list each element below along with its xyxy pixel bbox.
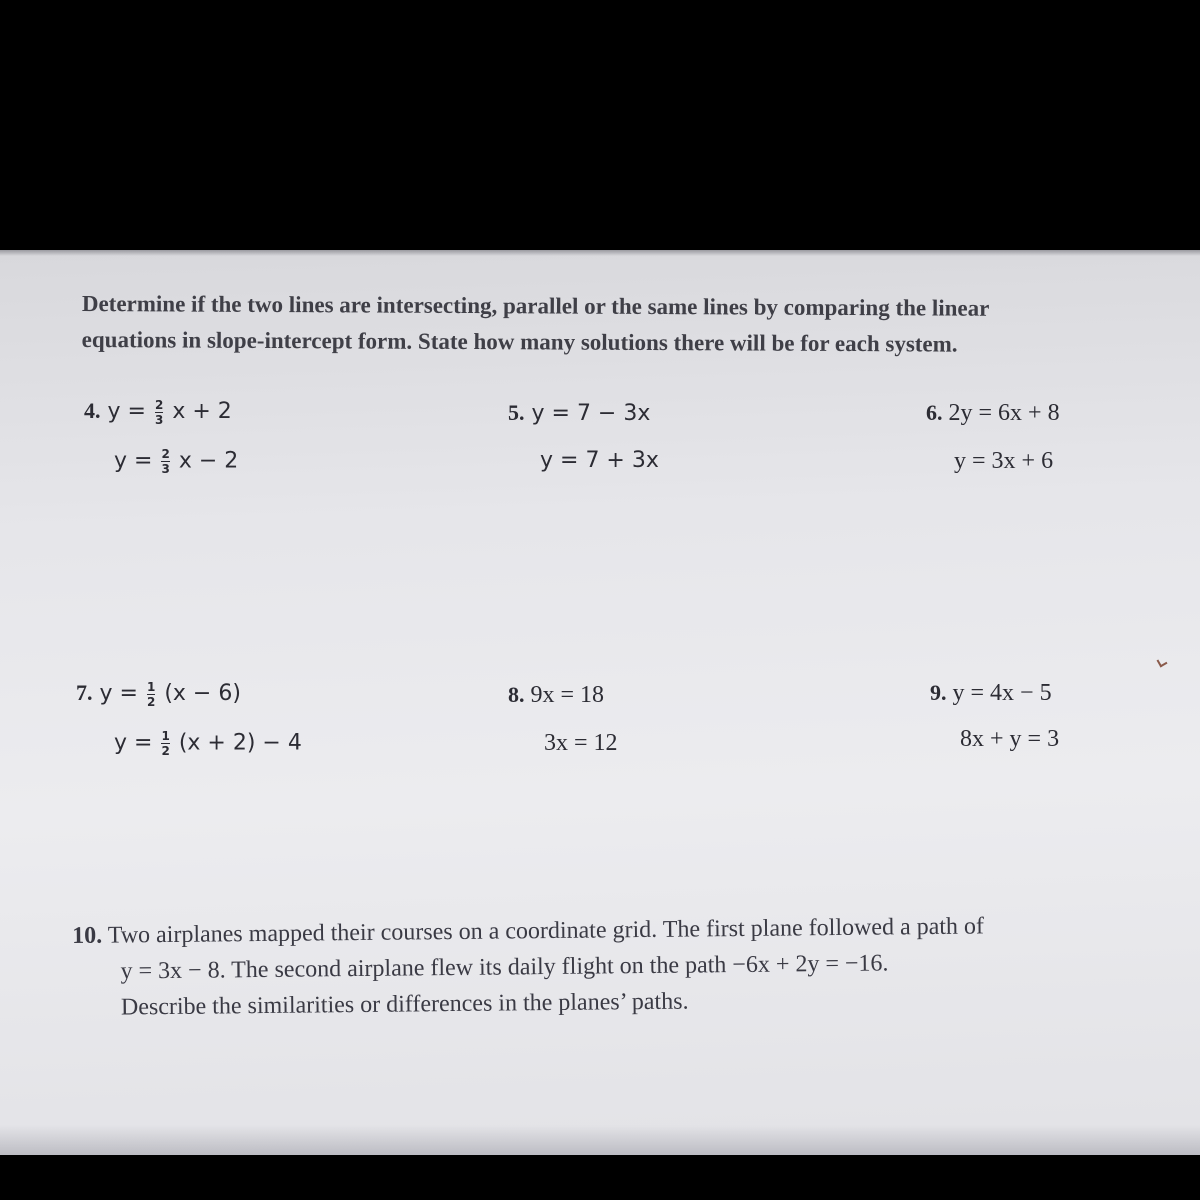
problem-9-equation-2: 8x + y = 3: [960, 726, 1060, 752]
pen-mark: [1157, 657, 1168, 668]
problem-4-equation-1: 4. y = $\frac{2}{3}$ x + 2: [84, 397, 232, 427]
problem-9-number: 9.: [930, 680, 947, 705]
problem-6-number: 6.: [926, 400, 943, 425]
problem-5-number: 5.: [508, 400, 525, 425]
problem-8-equation-1: 8. 9x = 18: [508, 682, 605, 708]
problem-7-number: 7.: [76, 680, 93, 705]
problem-5-equation-2: y = 7 + 3x: [540, 448, 659, 473]
instructions: [82, 286, 1182, 364]
problem-7-equation-2: y = $\frac{1}{2}$ (x + 2) − 4: [114, 729, 302, 758]
problem-10-line-3: Describe the similarities or differences in the planes’ paths.: [120, 988, 689, 1021]
problem-10-number: 10.: [72, 922, 103, 949]
problem-4-equation-2: y = $\frac{2}{3}$ x − 2: [114, 447, 239, 476]
worksheet: [0, 250, 1200, 1155]
instructions-line-1: Determine if the two lines are intersecting, parallel or the same lines by comparing the linear: [81, 290, 990, 321]
problem-4-number: 4.: [84, 398, 101, 423]
problem-8-number: 8.: [508, 682, 525, 707]
problem-10-line-2: y = 3x − 8. The second airplane flew its daily flight on the path −6x + 2y = −16.: [120, 950, 889, 985]
fraction: $\frac{1}{2}$: [161, 729, 170, 758]
problem-9-equation-1: 9. y = 4x − 5: [930, 680, 1052, 706]
problem-6-equation-1: 6. 2y = 6x + 8: [926, 400, 1060, 426]
problem-8-equation-2: 3x = 12: [544, 730, 618, 756]
problem-6-equation-2: y = 3x + 6: [954, 448, 1054, 474]
fraction: $\frac{2}{3}$: [154, 397, 164, 427]
problem-10: [72, 906, 1193, 1026]
problem-5-equation-1: 5. y = 7 − 3x: [508, 400, 651, 426]
instructions-line-2: equations in slope-intercept form. State how many solutions there will be for each system.: [81, 326, 958, 357]
problem-7-equation-1: 7. y = $\frac{1}{2}$ (x − 6): [76, 679, 241, 709]
problem-10-line-1: 10. Two airplanes mapped their courses on a coordinate grid. The first plane followed a path of: [72, 913, 985, 949]
fraction: $\frac{1}{2}$: [146, 679, 156, 709]
fraction: $\frac{2}{3}$: [161, 447, 170, 476]
